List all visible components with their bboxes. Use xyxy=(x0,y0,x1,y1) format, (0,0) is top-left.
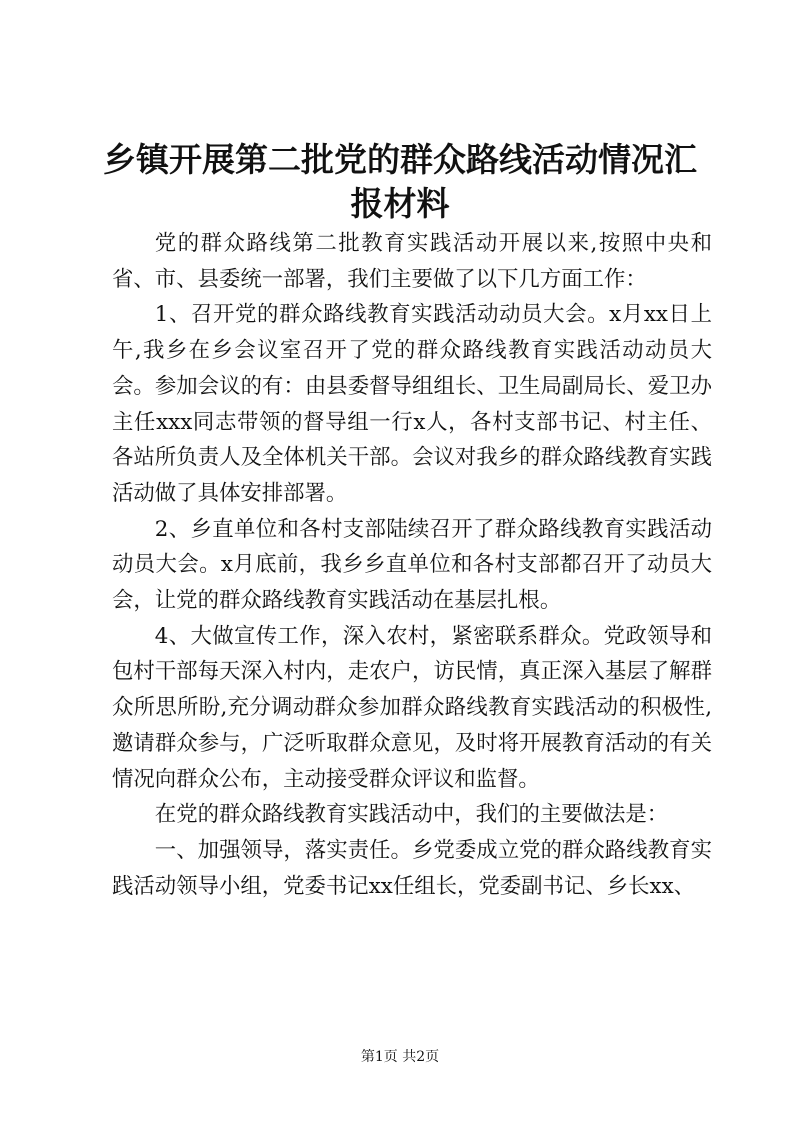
paragraph-item-4: 4、大做宣传工作，深入农村，紧密联系群众。党政领导和包村干部每天深入村内，走农户，访民情，真正深入基层了解群众所思所盼,充分调动群众参加群众路线教育实践活动的积极性,邀请群众参与，广泛听取群众意见，及时将开展教育活动的有关情况向群众公布，主动接受群众评议和监督。 xyxy=(112,623,712,792)
paragraph-intro: 党的群众路线第二批教育实践活动开展以来,按照中央和省、市、县委统一部署，我们主要做了以下几方面工作： xyxy=(112,231,712,292)
document-title: 乡镇开展第二批党的群众路线活动情况汇报材料 xyxy=(103,140,697,223)
paragraph-item-1: 1、召开党的群众路线教育实践活动动员大会。x月xx日上午,我乡在乡会议室召开了党的群众路线教育实践活动动员大会。参加会议的有：由县委督导组组长、卫生局副局长、爱卫办主任xxx同志带领的督导组一行x人，各村支部书记、村主任、各站所负责人及全体机关干部。会议对我乡的群众路线教育实践活动做了具体安排部署。 xyxy=(112,302,712,506)
page-footer: 第1页 共2页 xyxy=(360,1049,440,1065)
document-body xyxy=(112,226,712,904)
paragraph-method-1: 一、加强领导，落实责任。乡党委成立党的群众路线教育实践活动领导小组，党委书记xx任组长，党委副书记、乡长xx、 xyxy=(112,837,712,899)
paragraph-methods-intro: 在党的群众路线教育实践活动中，我们的主要做法是： xyxy=(154,802,669,828)
paragraph-item-2: 2、乡直单位和各村支部陆续召开了群众路线教育实践活动动员大会。x月底前，我乡乡直单位和各村支部都召开了动员大会，让党的群众路线教育实践活动在基层扎根。 xyxy=(112,516,712,614)
